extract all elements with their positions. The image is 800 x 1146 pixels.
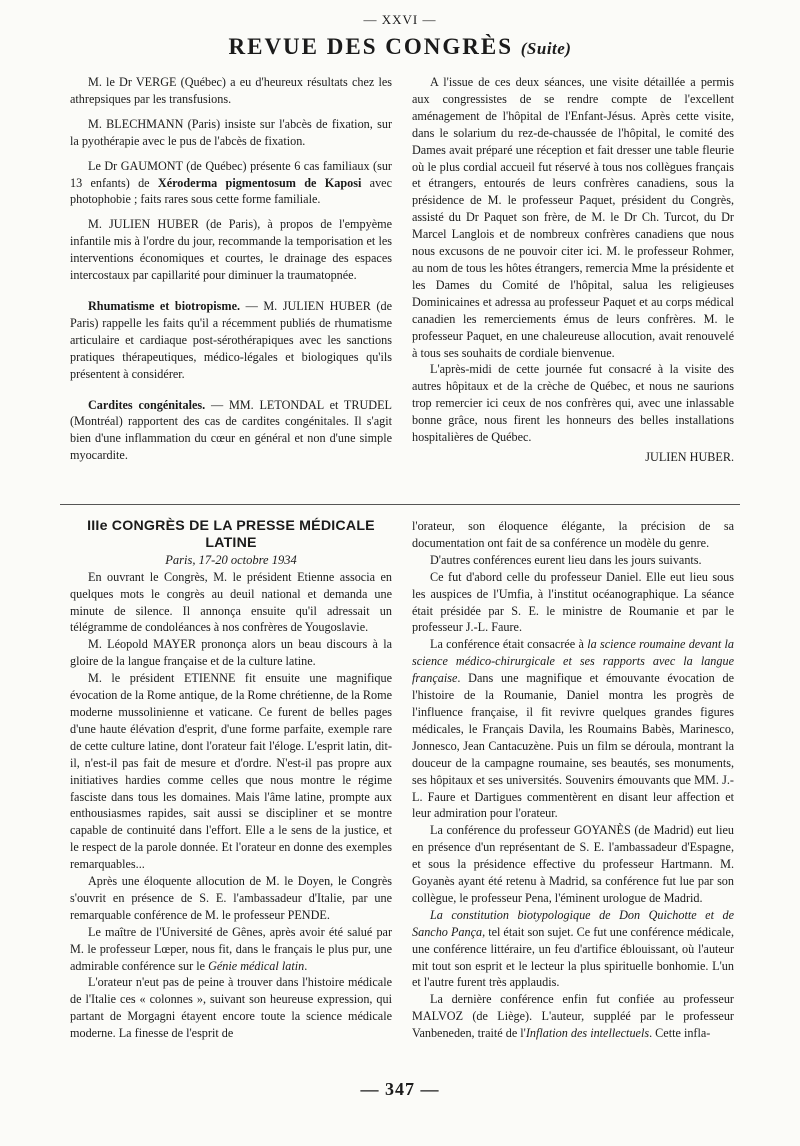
paragraph: Rhumatisme et biotropisme. — M. JULIEN HUBER (de Paris) rappelle les faits qu'il a récemment publiés de rhumatisme articulaire et cardiaque post-sérothérapiques avec les sanctions pratiques thérapeutiques, médico-légales et biologiques qu'ils présentent à considérer. [70,298,392,381]
page-header [0,34,800,60]
paragraph: M. JULIEN HUBER (de Paris), à propos de l'empyème infantile mis à l'ordre du jour, recommande la temporisation et les interventions économiques et courtes, le drainage des espaces intercostaux par capillarité pour diminuer la traumatopnée. [70,217,392,283]
paragraph: M. le Dr VERGE (Québec) a eu d'heureux résultats chez les athrepsiques par les transfusions. [70,75,392,106]
paragraph: Cardites congénitales. — MM. LETONDAL et TRUDEL (Montréal) rapportent des cas de cardites congénitales. Il s'agit bien d'une inflammation du cœur en général et non d'une simple myocardite. [70,397,393,463]
paragraph: En ouvrant le Congrès, M. le président Etienne associa en quelques mots le congrès au deuil national et demanda une minute de silence. Il annonça ensuite qu'il adressait un télégramme de condoléances à nos confrères de Yougoslavie. [70,569,392,635]
top-left-column [70,74,392,464]
roman-page-number: — XXVI — [363,12,437,27]
paragraph: M. le président ETIENNE fit ensuite une magnifique évocation de la Rome antique, de la Rome chrétienne, de la Rome moderne mussolinienne et vaticane. Ce furent de belles pages d'une haute élévation d'esprit, d'une forme parfaite, exemple rare de cette culture latine, dont l'orateur fait l'éloge. L'esprit latin, dit-il, n'est-il pas fait de mesure et d'ordre. N'est-il pas propre aux initiatives hardies comme celles que nous montre le régime fasciste dans tous les domaines. Mais l'âme latine, prompte aux enthousiasmes rapides, sait aussi se discipliner et se montre capable de continuité dans l'effort. Elle a le sens de la justice, et le respect de la parole donnée. Et l'orateur en donne des exemples remarquables... [70,671,392,872]
paragraph: M. Léopold MAYER prononça alors un beau discours à la gloire de la langue française et de la culture latine. [70,637,392,669]
section-subtitle: Paris, 17-20 octobre 1934 [165,552,297,567]
lecture-title: Inflation des intellectuels [525,1026,650,1041]
lecture-title: La constitution biotypologique de Don Quichotte et de Sancho Pança [412,907,734,939]
journal-title: REVUE DES CONGRÈS [228,34,513,59]
paragraph: Ce fut d'abord celle du professeur Daniel. Elle eut lieu sous les auspices de l'Umfia, à l'institut océanographique. La séance était présidée par S. E. le ministre de Roumanie et par le professeur J.-L. Faure. [412,569,734,635]
lecture-title: la science roumaine devant la science médico-chirurgicale et ses rapports avec la langue française [412,637,734,686]
page-number: — 347 — [360,1079,440,1099]
paragraph: Après une éloquente allocution de M. le Doyen, le Congrès s'ouvrit en présence de S. E. l'ambassadeur d'Italie, par une remarquable conférence de M. le professeur PENDE. [70,874,392,922]
paragraph: A l'issue de ces deux séances, une visite détaillée a permis aux congressistes de se rendre compte de l'excellent aménagement de l'hôpital de l'Enfant-Jésus. Après cette visite, dans le solarium du rez-de-chaussée de l'hôpital, le comité des Dames avait préparé une réception et fait dresser une table fleurie où le plus cordial accueil fut réservé à tous nos collègues français et étrangers, entourés de leurs confrères canadiens, sous la présidence de M. le professeur Paquet, président du Congrès, assisté du Dr Paquet son frère, de M. le Dr Ch. Turcot, du Dr Marcel Langlois et de nombreux confrères canadiens que nous nous excusons de ne pouvoir citer ici. M. le professeur Rohmer, au nom de tous les hôtes étrangers, remercia Mme la présidente et les Dames du Comité de l'hôpital, salua les religieuses Dominicaines et adressa au professeur Paquet et au corps médical canadien les remerciements émus de leurs confrères. M. le professeur Paquet, en une chaleureuse allocution, avait renouvelé à tous ses souhaits de cordiale bienvenue. [412,75,734,360]
paragraph-heading: Cardites congénitales. [88,397,206,412]
paragraph: La conférence était consacrée à la science roumaine devant la science médico-chirurgicale et ses rapports avec la langue française. Dans une magnifique et émouvante évocation de l'histoire de la Roumanie, Daniel montra les progrès de l'influence française, il fit revivre quelques grandes figures médicales, le Français Davila, les Roumains Babès, Marinesco, Jonnesco, Jean Cantacuzène. Puis un film se déroula, montrant la douceur de la campagne roumaine, ses beautés, ses monuments, ses hôpitaux et ses universités. Souvenirs émouvants que MM. J.-L. Faure et Dartigues commentèrent en disant leur affection et leur admiration pour l'orateur. [412,637,734,821]
disease-name: Xéroderma pigmentosum de Kaposi [157,175,362,190]
section-title: IIIe CONGRÈS DE LA PRESSE MÉDICALE LATINE [87,518,375,551]
paragraph: La conférence du professeur GOYANÈS (de Madrid) eut lieu en présence d'un représentant de S. E. l'ambassadeur d'Espagne, et sous la présidence effective du professeur Hartmann. M. Goyanès ayant été retenu à Madrid, sa conférence fut lue par son collègue, le professeur Pena, l'éminent urologue de Madrid. [412,823,734,905]
paragraph: La dernière conférence enfin fut confiée au professeur MALVOZ (de Liège). L'auteur, suppléé par le professeur Vanbeneden, traité de l'Inflation des intellectuels. Cette infla- [412,992,734,1041]
bottom-left-column [70,518,392,1042]
paragraph: Le maître de l'Université de Gênes, après avoir été salué par M. le professeur Lœper, nous fit, dans le français le plus pur, une admirable conférence sur le Génie médical latin. [70,924,392,973]
paragraph-heading: Rhumatisme et biotropisme. [88,298,241,313]
bottom-right-column [412,518,734,1042]
paragraph: l'orateur, son éloquence élégante, la précision de sa documentation ont fait de sa conférence un modèle du genre. [412,519,734,550]
top-right-column [412,74,734,466]
paragraph: D'autres conférences eurent lieu dans les jours suivants. [430,552,702,567]
paragraph: La constitution biotypologique de Don Quichotte et de Sancho Pança, tel était son sujet. Ce fut une conférence médicale, une conférence littéraire, un feu d'artifice éblouissant, où l'auteur mit tout son esprit et le lecteur la plus spirituelle bonhomie. L'un et l'autre furent très applaudis. [412,907,734,990]
paragraph: L'orateur n'eut pas de peine à trouver dans l'histoire médicale de l'Italie ces « colonnes », suivant son heureuse expression, qui partant de Morgagni étayent encore toute la science médicale moderne. La finesse de l'esprit de [70,975,392,1041]
author-signature: JULIEN HUBER. [645,449,734,464]
paragraph: M. BLECHMANN (Paris) insiste sur l'abcès de fixation, sur la pyothérapie avec le pus de l'abcès de fixation. [70,116,392,148]
section-divider [60,504,740,505]
suite-label: (Suite) [520,39,572,58]
paragraph: Le Dr GAUMONT (de Québec) présente 6 cas familiaux (sur 13 enfants) de Xéroderma pigmentosum de Kaposi avec photophobie ; faits rares sous cette forme familiale. [70,158,392,207]
paragraph: L'après-midi de cette journée fut consacré à la visite des autres hôpitaux et de la crèche de Québec, et nous ne saurions trop remercier ici ceux de nos confrères qui, avec une inlassable bonne grâce, nous firent les honneurs des belles installations hospitalières de Québec. [412,362,734,445]
lecture-title: Génie médical latin [208,958,305,973]
